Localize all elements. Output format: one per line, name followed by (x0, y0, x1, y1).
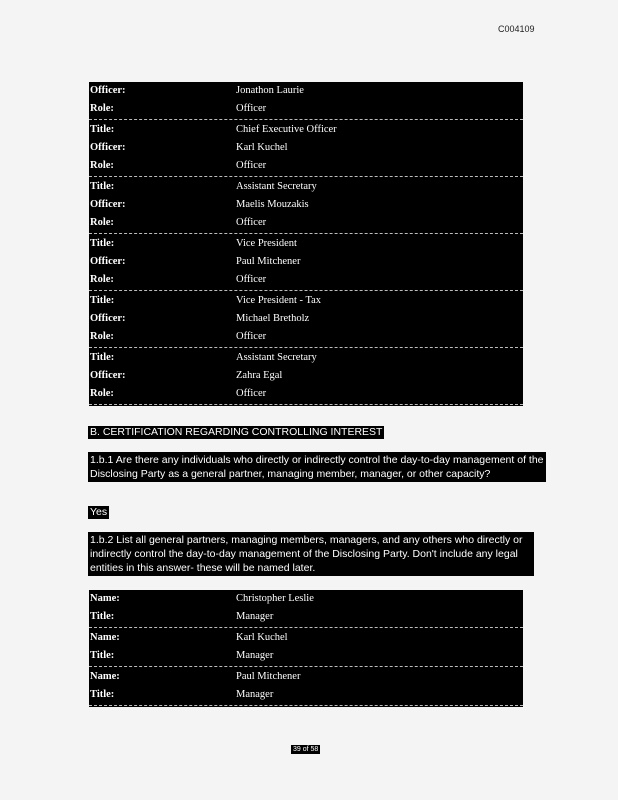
field-row (89, 121, 523, 139)
field-value: Maelis Mouzakis (236, 199, 309, 210)
field-label: Title: (90, 238, 115, 249)
field-row (89, 647, 523, 665)
field-value: Paul Mitchener (236, 671, 301, 682)
field-value: Jonathon Laurie (236, 85, 304, 96)
field-label: Role: (90, 160, 114, 171)
field-label: Role: (90, 103, 114, 114)
field-row (89, 668, 523, 686)
field-label: Title: (90, 124, 115, 135)
field-value: Officer (236, 274, 267, 285)
field-label: Officer: (90, 313, 126, 324)
field-label: Officer: (90, 85, 126, 96)
divider (89, 404, 523, 405)
field-row (89, 385, 523, 403)
field-row (89, 235, 523, 253)
divider (89, 290, 523, 291)
field-row (89, 328, 523, 346)
field-value: Officer (236, 331, 267, 342)
field-row (89, 310, 523, 328)
field-value: Christopher Leslie (236, 593, 314, 604)
field-value: Manager (236, 611, 274, 622)
divider (89, 627, 523, 628)
question-1b1: 1.b.1 Are there any individuals who directly or indirectly control the day-to-day management of the Disclosing Party as a general partner, managing member, manager, or other capacity? (88, 452, 546, 482)
officer-entry (89, 235, 523, 291)
officer-entry (89, 121, 523, 177)
field-row (89, 367, 523, 385)
field-label: Title: (90, 181, 115, 192)
field-label: Role: (90, 274, 114, 285)
field-row (89, 271, 523, 289)
officers-table (89, 82, 523, 406)
field-label: Role: (90, 388, 114, 399)
field-value: Vice President (236, 238, 297, 249)
field-value: Assistant Secretary (236, 352, 317, 363)
field-label: Name: (90, 632, 120, 643)
officer-entry (89, 292, 523, 348)
field-row (89, 292, 523, 310)
field-row (89, 253, 523, 271)
page-number: 39 of 58 (293, 746, 319, 753)
divider (89, 666, 523, 667)
field-row (89, 196, 523, 214)
field-value: Karl Kuchel (236, 142, 288, 153)
field-value: Karl Kuchel (236, 632, 288, 643)
field-row (89, 629, 523, 647)
field-value: Officer (236, 103, 267, 114)
field-label: Title: (90, 611, 115, 622)
field-label: Officer: (90, 199, 126, 210)
field-value: Vice President - Tax (236, 295, 322, 306)
field-value: Paul Mitchener (236, 256, 301, 267)
officer-entry (89, 82, 523, 120)
answer-1b1: Yes (90, 506, 108, 518)
field-row (89, 608, 523, 626)
field-label: Officer: (90, 370, 126, 381)
document-id: C004109 (498, 24, 535, 34)
field-label: Name: (90, 593, 120, 604)
controller-entry (89, 590, 523, 628)
divider (89, 176, 523, 177)
section-heading: B. CERTIFICATION REGARDING CONTROLLING INTEREST (90, 426, 383, 438)
field-value: Manager (236, 650, 274, 661)
field-label: Officer: (90, 142, 126, 153)
field-row (89, 139, 523, 157)
field-label: Role: (90, 331, 114, 342)
field-value: Manager (236, 689, 274, 700)
question-1b2: 1.b.2 List all general partners, managing members, managers, and any others who directly or indirectly control the day-to-day management of the Disclosing Party. Don't include any legal entities in this answer- these will be named later. (88, 532, 534, 576)
field-row (89, 82, 523, 100)
field-row (89, 100, 523, 118)
field-row (89, 157, 523, 175)
field-row (89, 686, 523, 704)
field-value: Michael Bretholz (236, 313, 310, 324)
field-label: Role: (90, 217, 114, 228)
field-value: Officer (236, 388, 267, 399)
divider (89, 347, 523, 348)
divider (89, 233, 523, 234)
field-value: Assistant Secretary (236, 181, 317, 192)
field-row (89, 590, 523, 608)
field-label: Name: (90, 671, 120, 682)
divider (89, 705, 523, 706)
field-label: Title: (90, 650, 115, 661)
officer-entry (89, 178, 523, 234)
controllers-table (89, 590, 523, 707)
field-row (89, 178, 523, 196)
field-value: Zahra Egal (236, 370, 283, 381)
field-label: Officer: (90, 256, 126, 267)
field-row (89, 214, 523, 232)
field-value: Chief Executive Officer (236, 124, 337, 135)
controller-entry (89, 668, 523, 706)
field-value: Officer (236, 160, 267, 171)
officer-entry (89, 349, 523, 405)
divider (89, 119, 523, 120)
field-label: Title: (90, 295, 115, 306)
controller-entry (89, 629, 523, 667)
field-value: Officer (236, 217, 267, 228)
field-row (89, 349, 523, 367)
field-label: Title: (90, 352, 115, 363)
field-label: Title: (90, 689, 115, 700)
